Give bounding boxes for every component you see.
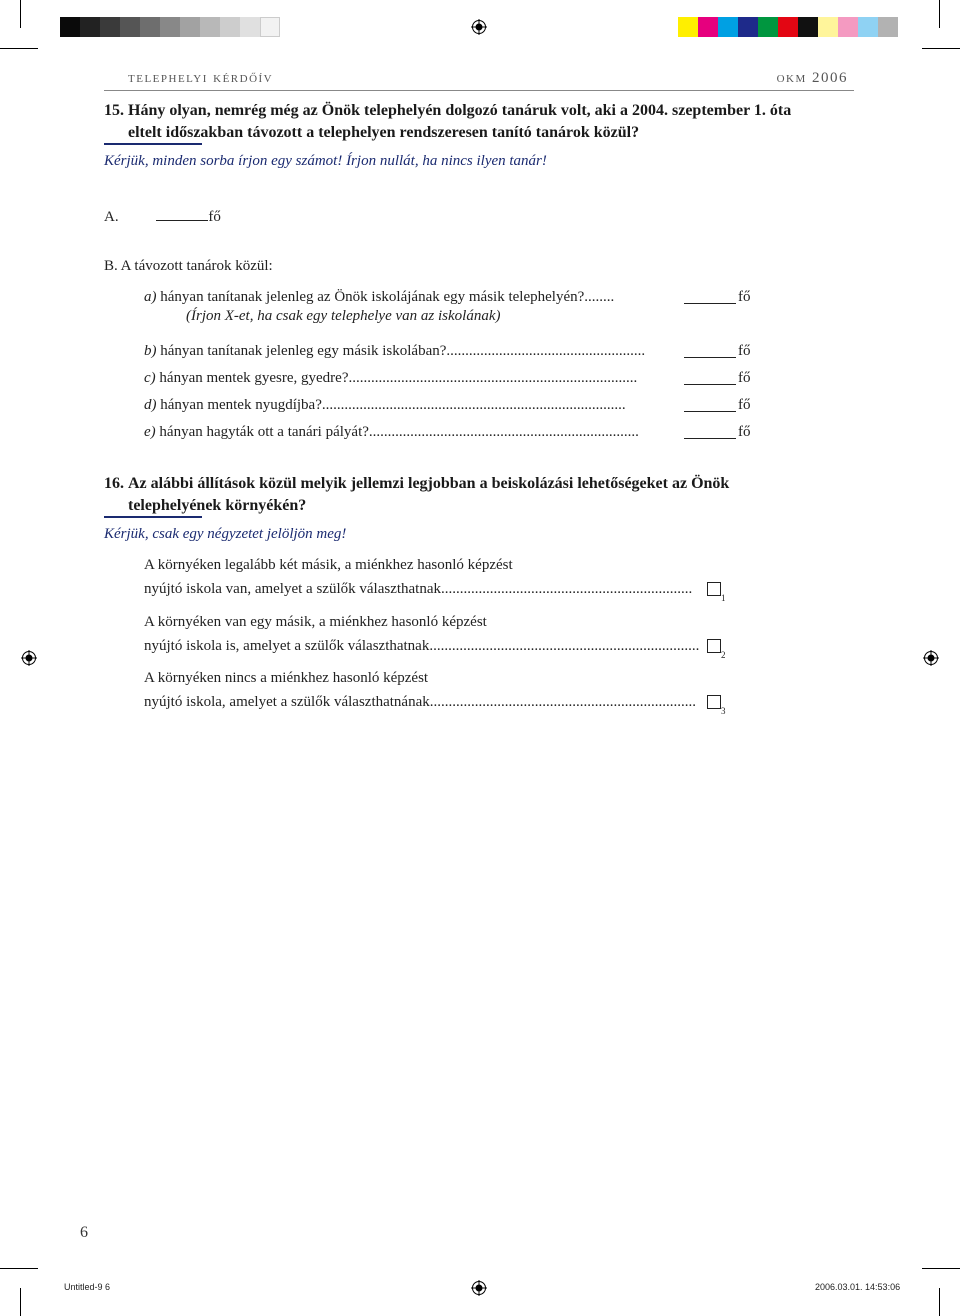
- item-dots: .....................................................: [446, 343, 646, 359]
- crop-mark: [20, 0, 21, 28]
- question-underline: [104, 516, 202, 518]
- question-instruction: Kérjük, minden sorba írjon egy számot! Írjon nullát, ha nincs ilyen tanár!: [104, 153, 547, 169]
- option-dots: ......................................................................: [433, 694, 696, 710]
- item-text: hányan tanítanak jelenleg egy másik iskolában?: [160, 343, 447, 359]
- item-dots: ........: [584, 289, 615, 305]
- question-text-line1: Az alábbi állítások közül melyik jellemzi legjobban a beiskolázási lehetőségeket az Önök: [128, 475, 730, 492]
- item-text: hányan mentek nyugdíjba?: [160, 397, 322, 413]
- item-dots: ........................................................................: [368, 424, 639, 440]
- crop-mark: [0, 48, 38, 49]
- option-2-line2: [144, 638, 699, 655]
- unit-label: fő: [738, 289, 751, 305]
- question-number: 16.: [104, 475, 124, 492]
- item-text: hányan hagyták ott a tanári pályát?: [159, 424, 369, 440]
- answer-blank[interactable]: [684, 289, 736, 304]
- sub-item-b: [144, 343, 645, 360]
- header-right: okm 2006: [776, 70, 848, 86]
- answer-blank[interactable]: [156, 206, 208, 221]
- option-dots: ..................................................................: [444, 581, 693, 597]
- item-text: hányan mentek gyesre, gyedre?: [159, 370, 349, 386]
- item-dots: .................................................................................: [321, 397, 626, 413]
- unit-label: fő: [738, 424, 751, 440]
- footer-timestamp: 2006.03.01. 14:53:06: [815, 1282, 901, 1292]
- question-instruction: Kérjük, csak egy négyzetet jelöljön meg!: [104, 526, 347, 542]
- header-left: telephelyi kérdőív: [128, 70, 274, 86]
- item-text: hányan tanítanak jelenleg az Önök iskolájának egy másik telephelyén?: [160, 289, 585, 305]
- option-3-checkbox[interactable]: [707, 695, 721, 709]
- answer-blank[interactable]: [684, 397, 736, 412]
- question-15: [104, 100, 864, 144]
- option-text: nyújtó iskola van, amelyet a szülők választhatnak.: [144, 581, 445, 597]
- answer-blank[interactable]: [684, 370, 736, 385]
- option-text: nyújtó iskola, amelyet a szülők választhatnának.: [144, 694, 434, 710]
- sub-item-d: [144, 397, 626, 414]
- item-letter: c): [144, 370, 156, 386]
- item-letter: d): [144, 397, 157, 413]
- question-text-line1: Hány olyan, nemrég még az Önök telephelyén dolgozó tanáruk volt, aki a 2004. szeptember 1. óta: [128, 102, 792, 119]
- crop-mark: [922, 1268, 960, 1269]
- crop-mark: [939, 0, 940, 28]
- registration-mark-icon: [21, 650, 37, 666]
- unit-label: fő: [208, 209, 221, 225]
- header-rule: [104, 90, 854, 91]
- registration-mark-icon: [471, 19, 487, 35]
- item-letter: a): [144, 289, 157, 305]
- crop-mark: [922, 48, 960, 49]
- unit-label: fő: [738, 370, 751, 386]
- option-3-line2: [144, 694, 696, 711]
- section-b-label: B. A távozott tanárok közül:: [104, 258, 273, 274]
- question-text-line2: eltelt időszakban távozott a telephelyen rendszeresen tanító tanárok közül?: [128, 124, 640, 141]
- question-text-line2: telephelyének környékén?: [128, 497, 307, 514]
- sub-item-c: [144, 370, 637, 387]
- sub-item-e: [144, 424, 639, 441]
- item-dots: .............................................................................: [348, 370, 638, 386]
- answer-row-a: [104, 206, 221, 226]
- option-1-line1: A környéken legalább két másik, a miénkhez hasonló képzést: [144, 557, 513, 573]
- item-letter: b): [144, 343, 157, 359]
- option-text: nyújtó iskola is, amelyet a szülők választhatnak.: [144, 638, 434, 654]
- option-code: 2: [721, 650, 726, 660]
- option-code: 1: [721, 593, 726, 603]
- option-3-line1: A környéken nincs a miénkhez hasonló képzést: [144, 670, 429, 686]
- crop-mark: [0, 1268, 38, 1269]
- footer-file-info: Untitled-9 6: [64, 1282, 111, 1292]
- item-letter: e): [144, 424, 156, 440]
- option-2-line1: A környéken van egy másik, a miénkhez hasonló képzést: [144, 614, 487, 630]
- crop-mark: [939, 1288, 940, 1316]
- registration-mark-icon: [471, 1280, 487, 1296]
- row-label: A.: [104, 209, 119, 225]
- question-number: 15.: [104, 102, 124, 119]
- option-code: 3: [721, 706, 726, 716]
- item-note: (Írjon X-et, ha csak egy telephelye van az iskolának): [186, 308, 501, 324]
- unit-label: fő: [738, 343, 751, 359]
- question-16: [104, 473, 864, 517]
- option-1-line2: [144, 581, 692, 598]
- answer-blank[interactable]: [684, 343, 736, 358]
- crop-mark: [20, 1288, 21, 1316]
- unit-label: fő: [738, 397, 751, 413]
- question-underline: [104, 143, 202, 145]
- option-2-checkbox[interactable]: [707, 639, 721, 653]
- answer-blank[interactable]: [684, 424, 736, 439]
- option-1-checkbox[interactable]: [707, 582, 721, 596]
- sub-item-a: [144, 289, 614, 306]
- page-number: 6: [80, 1224, 88, 1241]
- registration-mark-icon: [923, 650, 939, 666]
- option-dots: .......................................................................: [433, 638, 700, 654]
